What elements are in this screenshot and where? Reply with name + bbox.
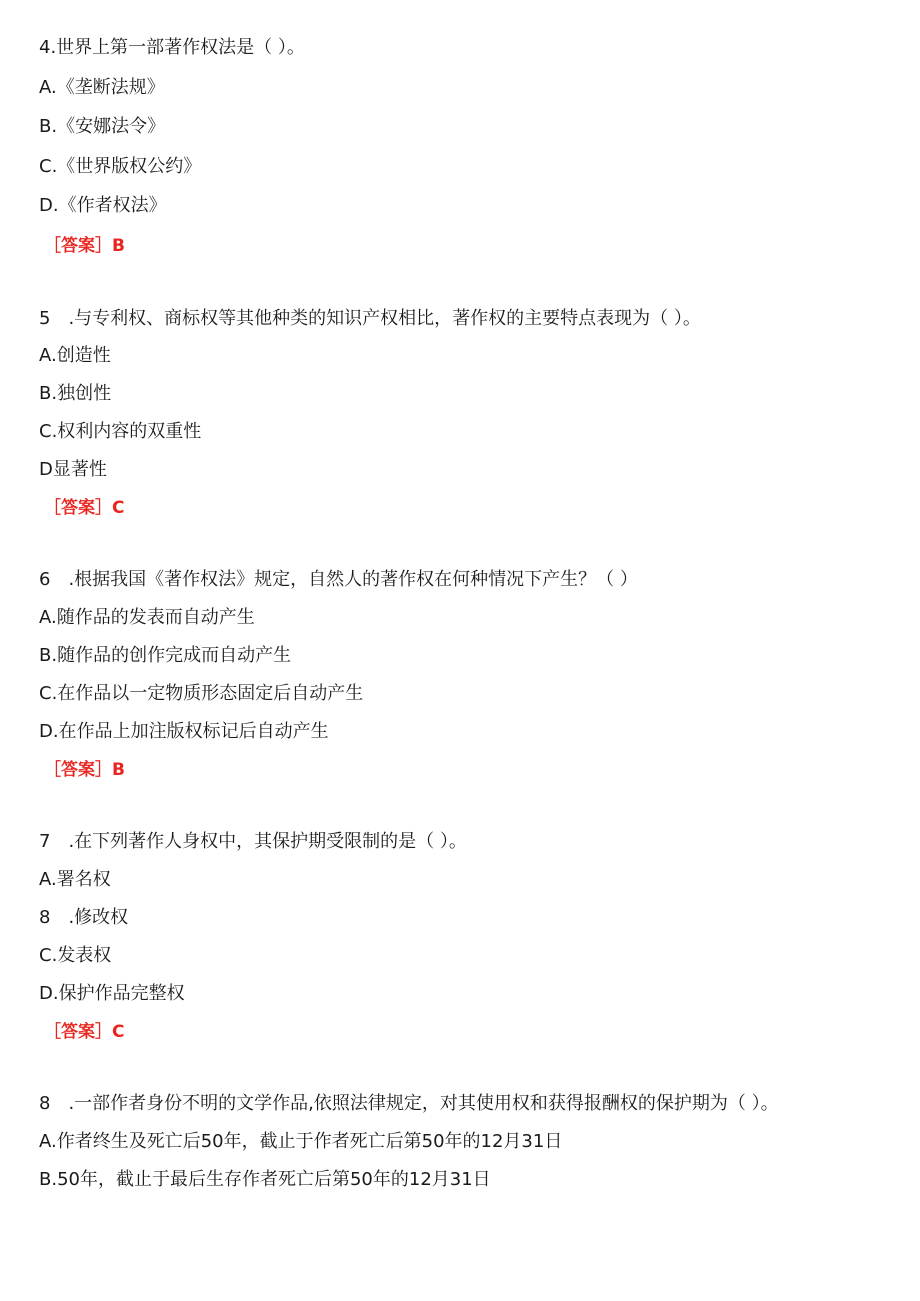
option-5b: B.独创性 <box>39 383 112 404</box>
option-7c: C.发表权 <box>39 945 112 966</box>
answer-4: ［答案］B <box>44 236 125 256</box>
option-5c: C.权利内容的双重性 <box>39 421 202 442</box>
option-4a: A.《垄断法规》 <box>39 77 165 98</box>
option-6a: A.随作品的发表而自动产生 <box>39 607 255 628</box>
option-4b: B.《安娜法令》 <box>39 116 166 137</box>
answer-6: ［答案］B <box>44 760 125 780</box>
question-5: 5 .与专利权、商标权等其他种类的知识产权相比，著作权的主要特点表现为（ ）。 <box>39 308 701 329</box>
option-6b: B.随作品的创作完成而自动产生 <box>39 645 292 666</box>
question-7: 7 .在下列著作人身权中，其保护期受限制的是（ ）。 <box>39 831 467 852</box>
option-7d: D.保护作品完整权 <box>39 983 185 1004</box>
question-4: 4.世界上第一部著作权法是（ ）。 <box>39 37 305 58</box>
answer-5: ［答案］C <box>44 498 125 518</box>
option-8b: B.50年，截止于最后生存作者死亡后第50年的12月31日 <box>39 1169 491 1190</box>
answer-7: ［答案］C <box>44 1022 125 1042</box>
option-5a: A.创造性 <box>39 345 111 366</box>
option-5d: D显著性 <box>39 459 107 480</box>
option-6d: D.在作品上加注版权标记后自动产生 <box>39 721 329 742</box>
option-7b: 8 .修改权 <box>39 907 129 928</box>
option-8a: A.作者终生及死亡后50年，截止于作者死亡后第50年的12月31日 <box>39 1131 563 1152</box>
question-8: 8 .一部作者身份不明的文学作品,依照法律规定，对其使用权和获得报酬权的保护期为（ ）。 <box>39 1093 779 1114</box>
option-6c: C.在作品以一定物质形态固定后自动产生 <box>39 683 364 704</box>
option-4c: C.《世界版权公约》 <box>39 156 202 177</box>
question-6: 6 .根据我国《著作权法》规定，自然人的著作权在何种情况下产生？（ ） <box>39 569 638 590</box>
option-4d: D.《作者权法》 <box>39 195 167 216</box>
option-7a: A.署名权 <box>39 869 111 890</box>
